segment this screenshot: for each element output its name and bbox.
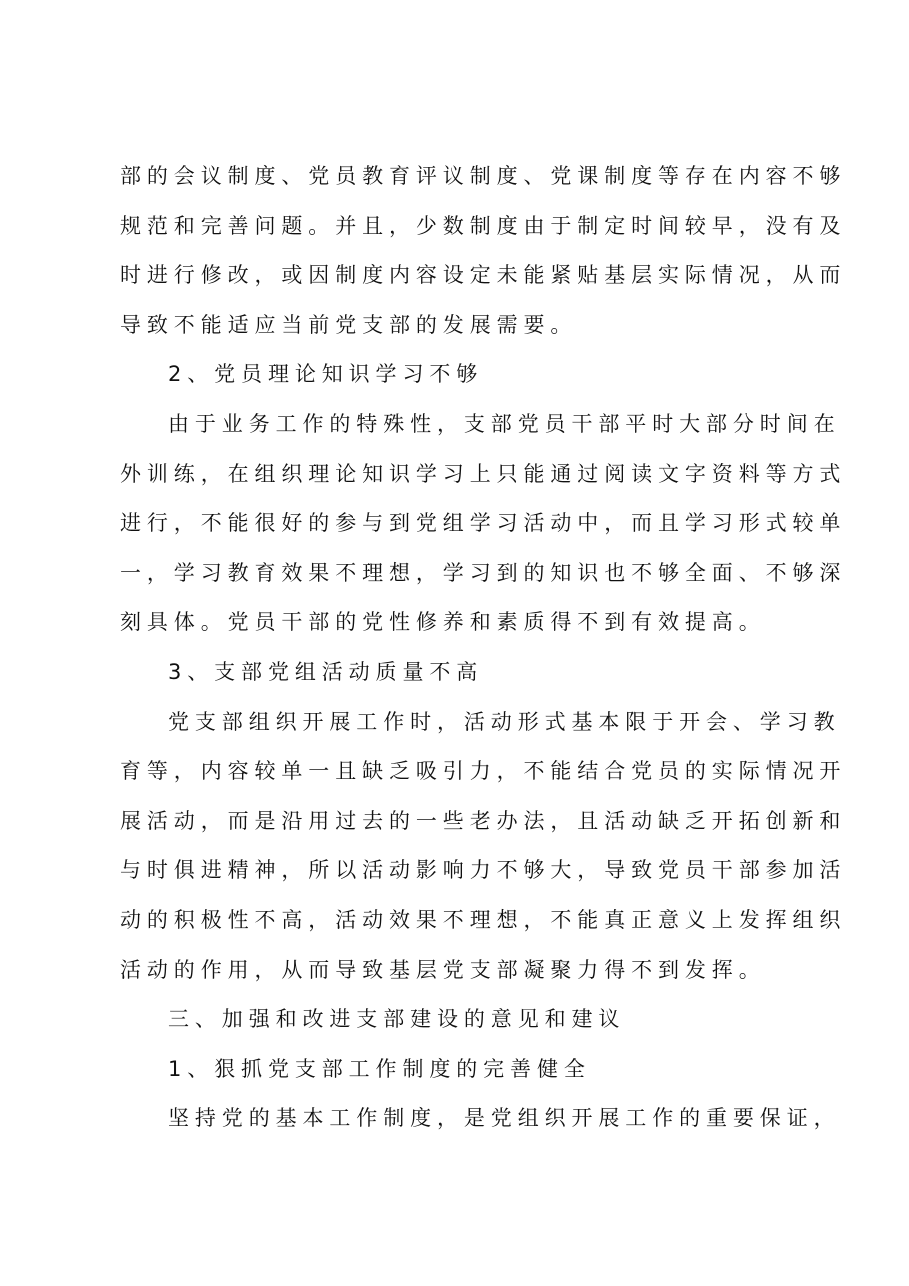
- text-line: 党支部组织开展工作时，活动形式基本限于开会、学习教: [168, 709, 841, 734]
- text-line: 时进行修改，或因制度内容设定未能紧贴基层实际情况，从而: [120, 263, 847, 288]
- text-line: 规范和完善问题。并且，少数制度由于制定时间较早，没有及: [120, 213, 847, 238]
- section-heading: 3、支部党组活动质量不高: [168, 659, 484, 684]
- text-line: 进行，不能很好的参与到党组学习活动中，而且学习形式较单: [120, 511, 847, 536]
- section-heading: 三、加强和改进支部建设的意见和建议: [168, 1007, 626, 1032]
- text-line: 坚持党的基本工作制度，是党组织开展工作的重要保证，: [168, 1106, 841, 1131]
- text-line: 动的积极性不高，活动效果不理想，不能真正意义上发挥组织: [120, 907, 847, 932]
- text-line: 一，学习教育效果不理想，学习到的知识也不够全面、不够深: [120, 560, 847, 585]
- text-line: 导致不能适应当前党支部的发展需要。: [120, 312, 578, 337]
- text-line: 与时俱进精神，所以活动影响力不够大，导致党员干部参加活: [120, 858, 847, 883]
- section-heading: 2、党员理论知识学习不够: [168, 362, 484, 387]
- text-line: 活动的作用，从而导致基层党支部凝聚力得不到发挥。: [120, 957, 766, 982]
- text-line: 部的会议制度、党员教育评议制度、党课制度等存在内容不够: [120, 164, 847, 188]
- text-line: 刻具体。党员干部的党性修养和素质得不到有效提高。: [120, 610, 766, 635]
- text-line: 外训练，在组织理论知识学习上只能通过阅读文字资料等方式: [120, 461, 847, 486]
- text-line: 展活动，而是沿用过去的一些老办法，且活动缺乏开拓创新和: [120, 808, 847, 833]
- text-line: 由于业务工作的特殊性，支部党员干部平时大部分时间在: [168, 411, 841, 436]
- text-line: 育等，内容较单一且缺乏吸引力，不能结合党员的实际情况开: [120, 759, 847, 784]
- section-heading: 1、狠抓党支部工作制度的完善健全: [168, 1056, 591, 1081]
- document-body: [120, 152, 847, 1144]
